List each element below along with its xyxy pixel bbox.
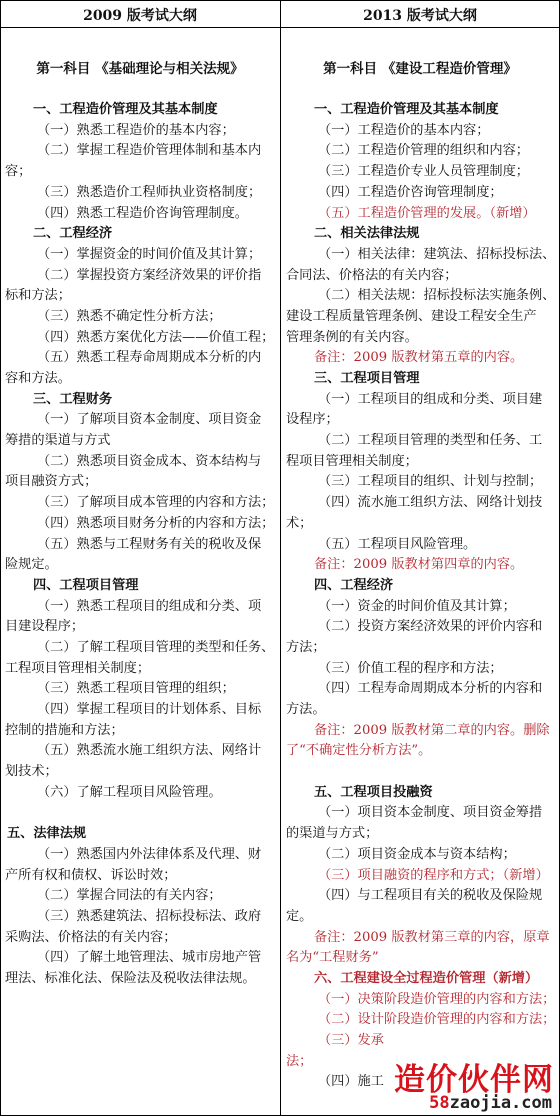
left-list-item-continued: 理法、标准化法、保险法及税收法律法规。: [5, 970, 256, 986]
right-list-item-new: （一）决策阶段造价管理的内容和方法；: [318, 991, 556, 1007]
right-section-heading: 一、工程造价管理及其基本制度: [314, 102, 499, 118]
header-right-title: 2013 版考试大纲: [363, 8, 477, 24]
site-watermark: [384, 1050, 558, 1114]
left-list-item-continued: 控制的措施和方法；: [5, 722, 124, 738]
right-list-item: （二）相关法规：招标投标法实施条例、: [318, 288, 556, 304]
header-divider: [0, 27, 560, 28]
right-subject-title: 第一科目 《建设工程造价管理》: [323, 60, 517, 77]
left-list-item: （一）熟悉国内外法律体系及代理、财: [37, 846, 262, 862]
left-section-heading: 四、工程项目管理: [33, 577, 139, 593]
right-list-item: （二）工程项目管理的类型和任务、工: [318, 433, 543, 449]
left-column-2009: [5, 38, 275, 990]
left-spacer: [5, 38, 275, 59]
right-note-continued: 名为“工程财务”: [286, 950, 379, 966]
right-list-item: （一）相关法律：建筑法、招标投标法、: [318, 246, 556, 262]
left-list-item-continued: 容和方法。: [5, 371, 71, 386]
left-spacer: [5, 803, 275, 824]
left-list-item: （三）熟悉工程项目管理的组织；: [37, 681, 235, 697]
header-left-title: 2009 版考试大纲: [83, 8, 197, 24]
left-list-item-continued: 产所有权和债权、诉讼时效；: [5, 867, 177, 883]
right-list-item-new: （三）项目融资的程序和方式；（新增）: [318, 867, 549, 883]
left-list-item: （五）熟悉与工程财务有关的税收及保: [37, 536, 262, 552]
left-list-item-continued: 目建设程序；: [5, 619, 85, 635]
right-list-item: （一）工程造价的基本内容；: [318, 122, 490, 138]
left-list-item: （二）掌握合同法的有关内容；: [37, 888, 222, 904]
right-list-item: （四）工程造价咨询管理制度；: [318, 184, 503, 200]
right-list-item: （四）工程寿命周期成本分析的内容和: [318, 681, 543, 697]
left-list-item: （一）掌握资金的时间价值及其计算；: [37, 246, 262, 262]
left-list-item: （三）了解项目成本管理的内容和方法；: [37, 495, 275, 511]
left-list-item: （三）熟悉造价工程师执业资格制度；: [37, 184, 262, 200]
right-section-heading: 三、工程项目管理: [314, 371, 420, 386]
left-list-item: （一）了解项目资本金制度、项目资金: [37, 412, 262, 428]
left-list-item-continued: 筹措的渠道与方式: [5, 433, 111, 449]
left-list-item-continued: 标和方法；: [5, 288, 71, 304]
right-remark-note: 备注：2009 版教材第三章的内容，原章: [314, 929, 550, 945]
right-section-heading: 五、工程项目投融资: [314, 784, 433, 800]
left-list-item-continued: 容；: [5, 164, 32, 180]
right-note-continued: 法；: [286, 1053, 313, 1069]
left-list-item: （一）熟悉工程项目的组成和分类、项: [37, 598, 262, 614]
right-list-item: （一）工程项目的组成和分类、项目建: [318, 391, 543, 407]
right-section-heading-new: 六、工程建设全过程造价管理（新增）: [314, 970, 539, 986]
column-divider: [280, 0, 281, 1116]
right-list-item-continued: 程项目管理相关制度；: [286, 453, 418, 469]
right-list-item: （二）项目资金成本与资本结构；: [318, 846, 516, 862]
right-list-item: （五）工程项目风险管理。: [318, 536, 477, 552]
left-list-item: （四）熟悉工程造价咨询管理制度。: [37, 205, 248, 221]
left-section-heading: 三、工程财务: [33, 391, 113, 407]
right-list-item-continued: 管理条例的有关内容。: [286, 329, 418, 345]
right-spacer: [286, 38, 554, 59]
right-list-item-new: （五）工程造价管理的发展。（新增）: [318, 205, 536, 221]
right-spacer: [286, 79, 554, 100]
watermark-brand: 造价伙伴网: [394, 1062, 554, 1098]
left-list-item: （二）掌握工程造价管理体制和基本内: [37, 143, 262, 159]
left-spacer: [5, 79, 275, 100]
watermark-url-number: 58: [429, 1093, 450, 1113]
right-list-item: （二）投资方案经济效果的评价内容和: [318, 619, 543, 635]
right-list-item: （一）资金的时间价值及其计算；: [318, 598, 516, 614]
left-list-item: （一）熟悉工程造价的基本内容；: [37, 122, 235, 138]
right-list-item: （四）与工程项目有关的税收及保险规: [318, 888, 543, 904]
right-list-item: （四）施工: [318, 1074, 384, 1090]
right-column-2013: [286, 38, 554, 1093]
left-list-item-continued: 工程项目管理相关制度；: [5, 660, 151, 676]
right-section-heading: 二、相关法律法规: [314, 226, 420, 242]
left-list-item-continued: 采购法、价格法的有关内容；: [5, 929, 177, 945]
right-remark-note: 备注：2009 版教材第五章的内容。: [314, 350, 524, 366]
watermark-url: [429, 1093, 552, 1113]
right-list-item: （三）工程项目的组织、计划与控制；: [318, 474, 543, 490]
right-list-item-continued: 建设工程质量管理条例、建设工程安全生产: [286, 308, 537, 324]
left-list-item: （六）了解工程项目风险管理。: [37, 784, 222, 800]
right-list-item-continued: 设程序；: [286, 412, 339, 428]
left-list-item: （二）了解工程项目管理的类型和任务、: [37, 639, 275, 655]
left-list-item: （四）了解土地管理法、城市房地产管: [37, 950, 262, 966]
right-remark-note: 备注：2009 版教材第四章的内容。: [314, 557, 524, 573]
right-list-item-new: （二）设计阶段造价管理的内容和方法；: [318, 1012, 556, 1028]
right-list-item: （三）价值工程的程序和方法；: [318, 660, 503, 676]
right-list-item-continued: 定。: [286, 908, 313, 924]
right-note-continued: 了“不确定性分析方法”。: [286, 743, 432, 759]
left-list-item: （三）熟悉不确定性分析方法；: [37, 308, 222, 324]
left-list-item-continued: 险规定。: [5, 557, 58, 573]
left-section-heading: 二、工程经济: [33, 226, 113, 242]
right-list-item: （三）工程造价专业人员管理制度；: [318, 164, 529, 180]
right-list-item: （二）工程造价管理的组织和内容；: [318, 143, 529, 159]
left-section-heading: 五、法律法规: [7, 826, 87, 842]
watermark-url-text: zaojia.com: [449, 1093, 552, 1113]
left-list-item-continued: 划技术；: [5, 764, 58, 780]
left-list-item: （二）熟悉项目资金成本、资本结构与: [37, 453, 262, 469]
right-section-heading: 四、工程经济: [314, 577, 394, 593]
right-list-item-continued: 合同法、价格法的有关内容；: [286, 267, 458, 283]
left-section-heading: 一、工程造价管理及其基本制度: [33, 102, 218, 118]
left-list-item: （五）熟悉流水施工组织方法、网络计: [37, 743, 262, 759]
left-list-item: （四）掌握工程项目的计划体系、目标: [37, 702, 262, 717]
right-list-item-new: （三）发承: [318, 1033, 384, 1048]
right-remark-note: 备注：2009 版教材第二章的内容。删除: [314, 722, 550, 738]
left-subject-title: 第一科目 《基础理论与相关法规》: [36, 60, 244, 77]
right-spacer: [286, 762, 554, 783]
left-list-item: （二）掌握投资方案经济效果的评价指: [37, 267, 262, 283]
left-list-item: （四）熟悉方案优化方法——价值工程；: [37, 329, 275, 345]
right-list-item-continued: 的渠道与方式；: [286, 826, 379, 842]
left-list-item-continued: 项目融资方式；: [5, 474, 98, 490]
right-list-item: （四）流水施工组织方法、网络计划技: [318, 495, 543, 511]
right-list-item-continued: 方法。: [286, 702, 326, 717]
right-list-item-continued: 术；: [286, 515, 313, 531]
left-list-item: （四）熟悉项目财务分析的内容和方法；: [37, 515, 275, 531]
left-list-item: （三）熟悉建筑法、招标投标法、政府: [37, 908, 262, 924]
right-list-item: （一）项目资本金制度、项目资金筹措: [318, 805, 543, 821]
left-list-item: （五）熟悉工程寿命周期成本分析的内: [37, 350, 262, 366]
right-list-item-continued: 方法；: [286, 639, 326, 655]
